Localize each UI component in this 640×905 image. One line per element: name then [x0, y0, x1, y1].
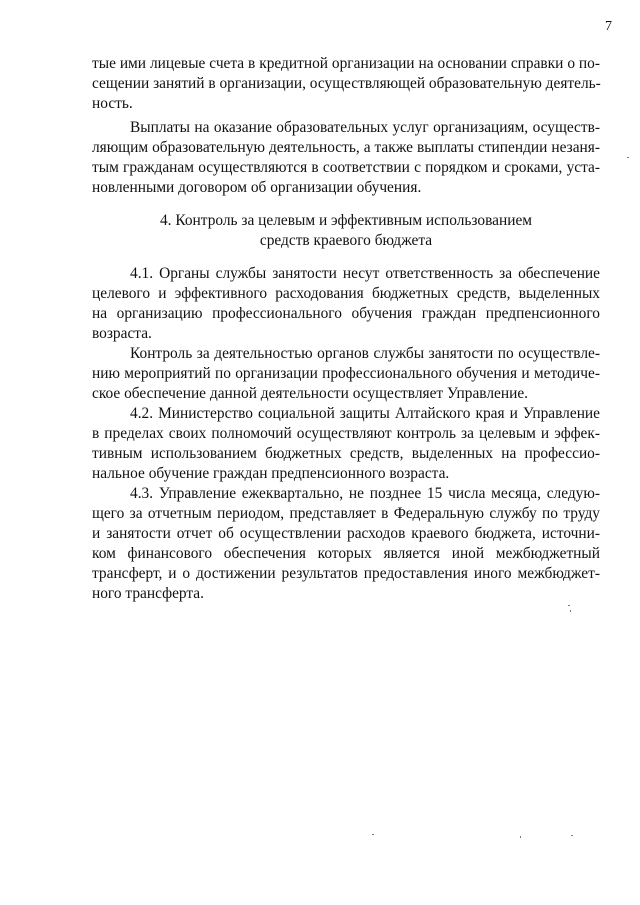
- text-line: тым гражданам осуществляются в соответствии с порядком и сроками, уста-: [92, 159, 600, 176]
- text-line: тивным использованием бюджетных средств, выделенных на профессио-: [92, 445, 600, 462]
- text-line: ляющим образовательную деятельность, а также выплаты стипендии незаня-: [92, 139, 600, 156]
- text-line: Выплаты на оказание образовательных услуг организациям, осуществ-: [130, 119, 600, 136]
- text-line: в пределах своих полномочий осуществляют контроль за целевым и эффек-: [92, 425, 600, 442]
- text-line: тые ими лицевые счета в кредитной организации на основании справки о по-: [92, 55, 600, 72]
- text-line: нию мероприятий по организации профессионального обучения и методиче-: [92, 365, 600, 382]
- scan-speck: [520, 836, 521, 838]
- scan-speck: [627, 157, 629, 158]
- text-line: 4.1. Органы службы занятости несут ответственность за обеспечение: [130, 265, 600, 282]
- text-line: новленными договором об организации обучения.: [92, 179, 422, 196]
- text-line: нальное обучение граждан предпенсионного возраста.: [92, 465, 450, 482]
- text-line: ское обеспечение данной деятельности осуществляет Управление.: [92, 385, 529, 402]
- scan-speck: [571, 835, 573, 836]
- page-number: 7: [605, 19, 612, 34]
- text-line: ность.: [92, 95, 133, 112]
- text-line: сещении занятий в организации, осуществляющей образовательную деятель-: [92, 75, 601, 92]
- text-line: ного трансферта.: [92, 585, 204, 602]
- text-line: и занятости отчет об осуществлении расходов краевого бюджета, источни-: [92, 525, 600, 542]
- text-line: трансферт, и о достижении результатов предоставления иного межбюджет-: [92, 565, 600, 582]
- scan-speck: [568, 605, 570, 606]
- text-line: 4.3. Управление ежеквартально, не позднее 15 числа месяца, следую-: [130, 485, 600, 502]
- scan-speck: [570, 610, 571, 612]
- text-line: щего за отчетным периодом, представляет в Федеральную службу по труду: [92, 505, 600, 522]
- section-heading: средств краевого бюджета: [259, 232, 433, 249]
- text-line: 4.2. Министерство социальной защиты Алтайского края и Управление: [130, 405, 600, 422]
- text-line: возраста.: [92, 325, 152, 342]
- scan-speck: [372, 834, 374, 835]
- section-heading: 4. Контроль за целевым и эффективным использованием: [159, 212, 533, 229]
- text-line: целевого и эффективного расходования бюджетных средств, выделенных: [92, 285, 600, 302]
- text-line: Контроль за деятельностью органов службы занятости по осуществле-: [130, 345, 600, 362]
- text-line: ком финансового обеспечения которых является иной межбюджетный: [92, 545, 600, 562]
- text-line: на организацию профессионального обучения граждан предпенсионного: [92, 305, 600, 322]
